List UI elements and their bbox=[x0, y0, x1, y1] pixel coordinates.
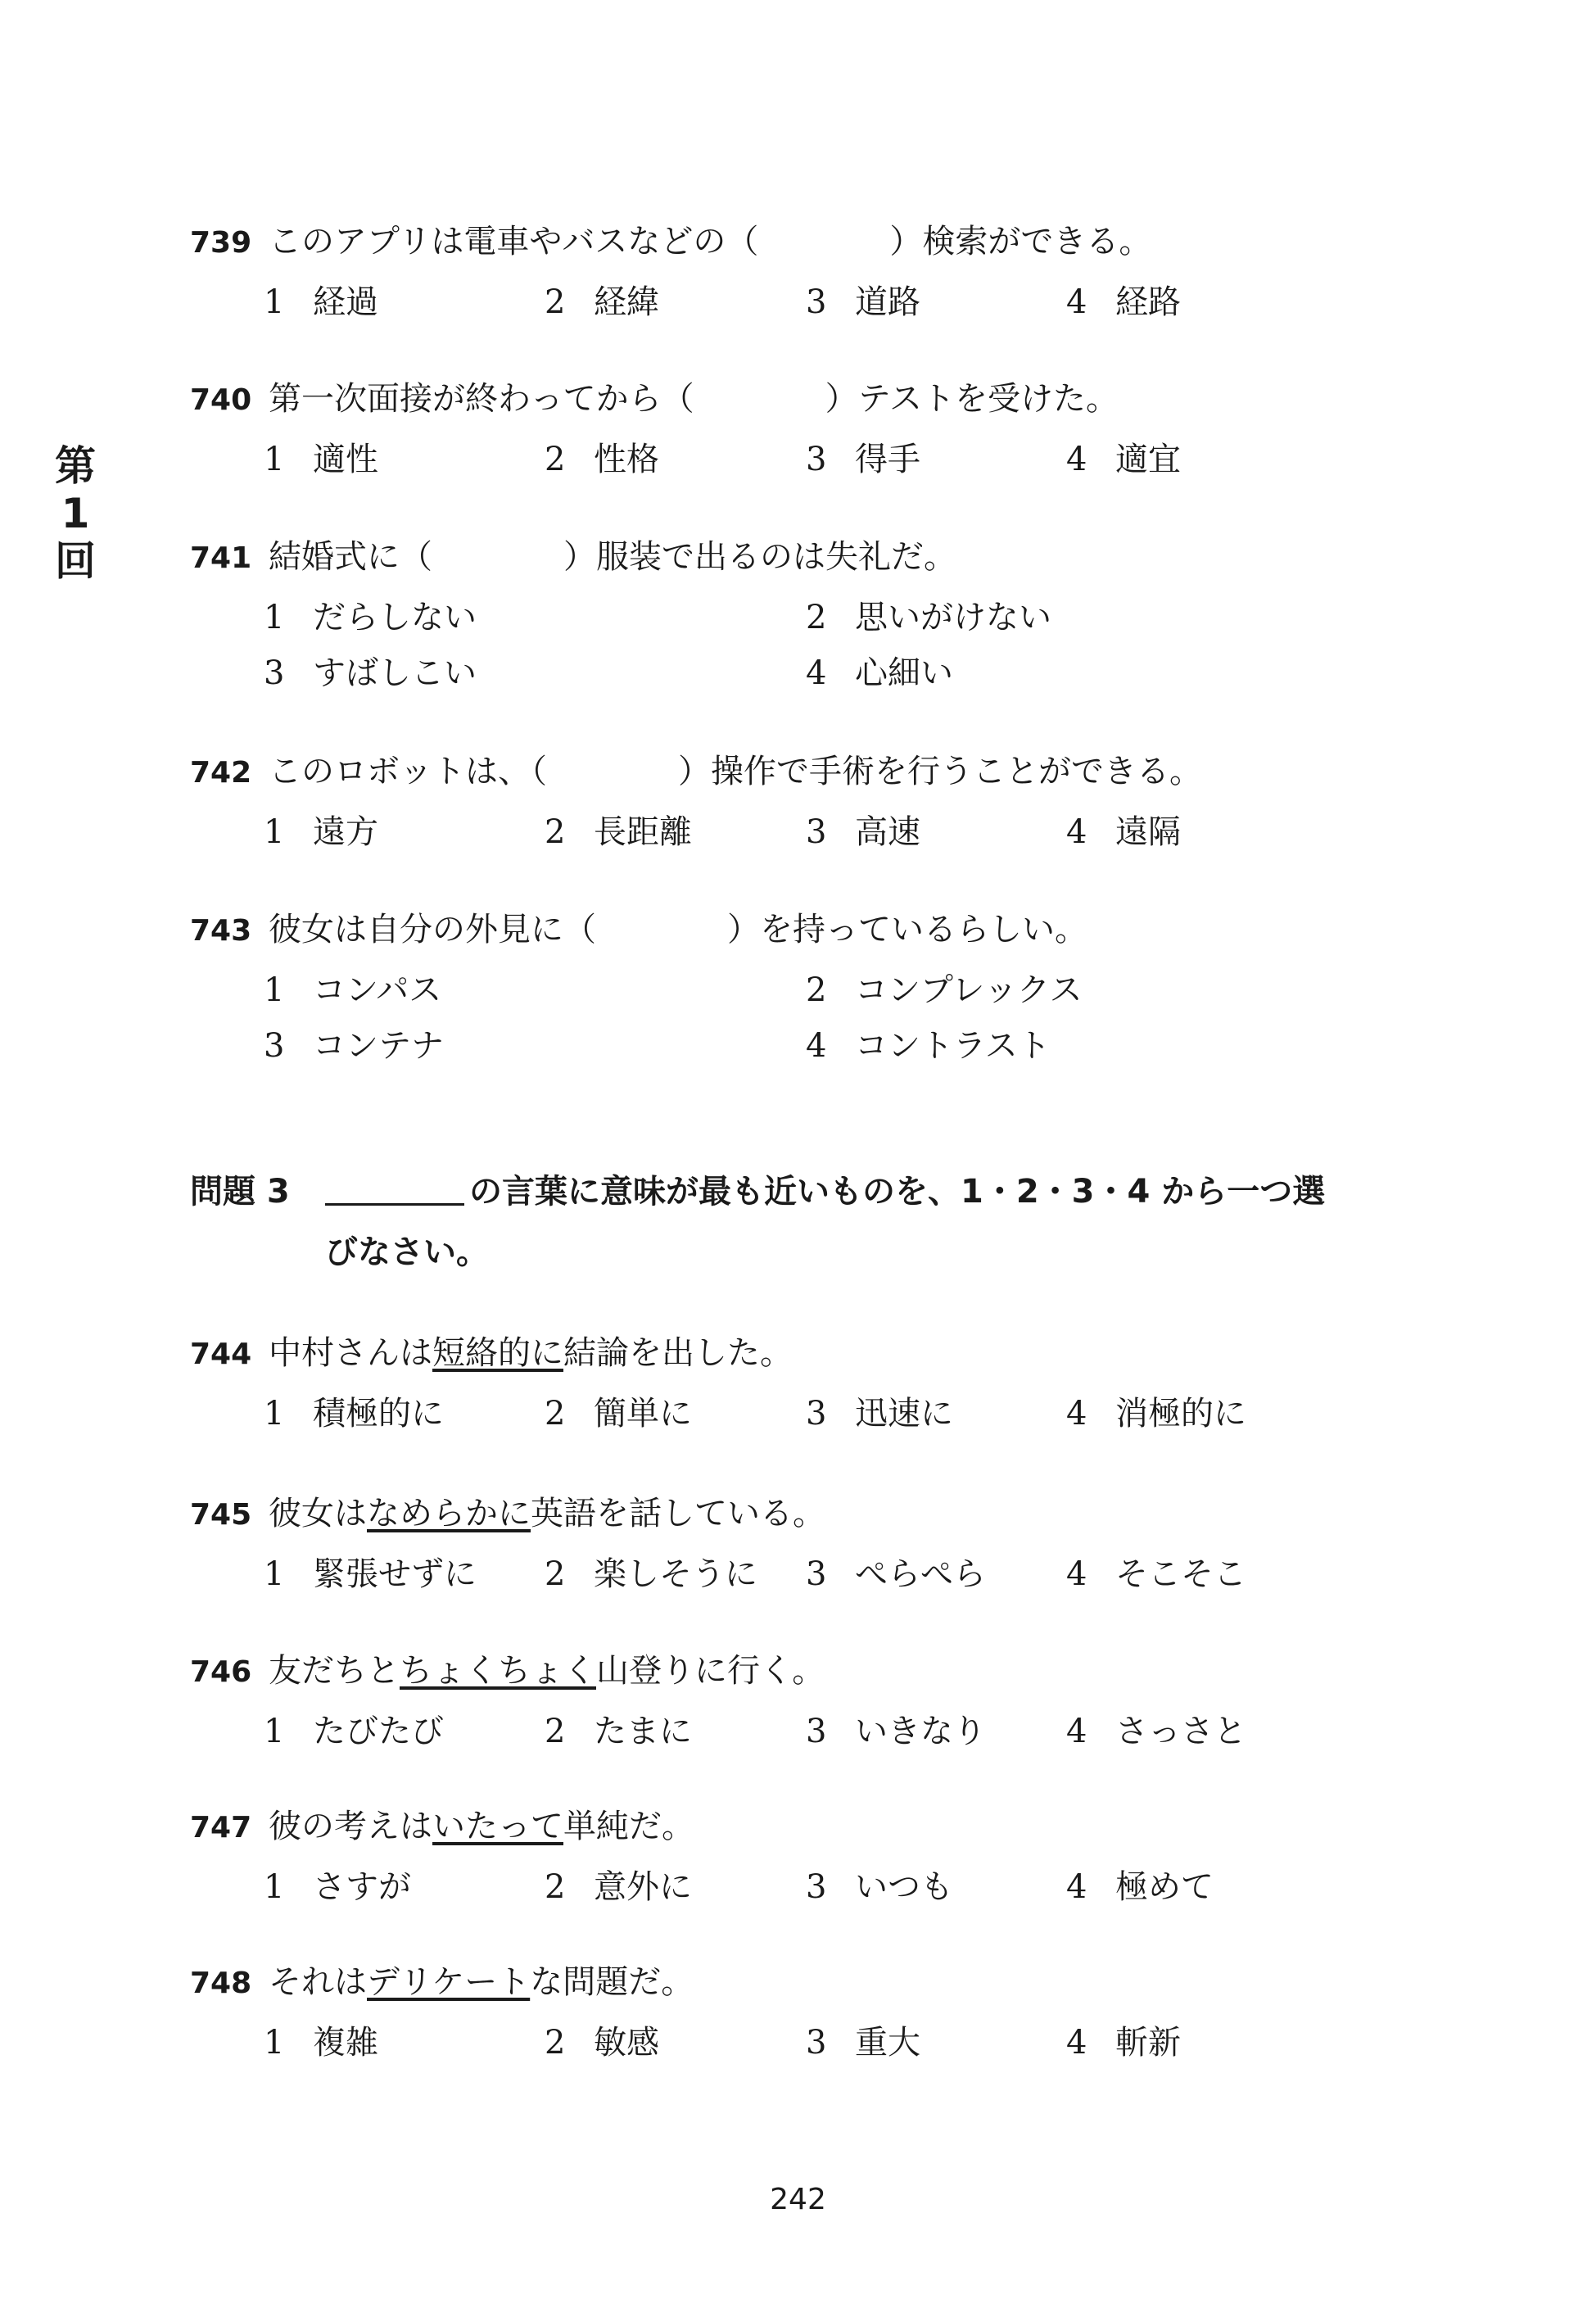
question-742 bbox=[190, 739, 1202, 860]
underlined-word: デリケート bbox=[367, 1963, 531, 2001]
option-text: 積極的に bbox=[313, 1395, 444, 1433]
question-number: 741 bbox=[190, 541, 252, 575]
question-741 bbox=[190, 524, 1051, 701]
option-text: コンパス bbox=[313, 971, 442, 1009]
option-number: 1 bbox=[264, 971, 285, 1009]
option-row bbox=[190, 2015, 1181, 2071]
option bbox=[264, 1704, 444, 1759]
option-text: 敏感 bbox=[594, 2024, 659, 2062]
question-stem bbox=[190, 739, 1202, 804]
option-text: 遠方 bbox=[313, 813, 378, 851]
option bbox=[806, 2015, 920, 2071]
option-number: 4 bbox=[1066, 441, 1087, 478]
option-text: 長距離 bbox=[594, 813, 692, 851]
option-text: 消極的に bbox=[1115, 1395, 1246, 1433]
option bbox=[1066, 274, 1181, 330]
stem-text: ）を持っているらしい。 bbox=[727, 911, 1087, 948]
stem-text: それは bbox=[269, 1963, 367, 2001]
page-number: 242 bbox=[770, 2183, 826, 2216]
option-text: 心細い bbox=[855, 654, 953, 692]
question-744 bbox=[190, 1320, 1246, 1442]
option-row bbox=[190, 1546, 1246, 1602]
option-number: 1 bbox=[264, 813, 285, 851]
option-number: 1 bbox=[264, 1868, 285, 1906]
option-number: 3 bbox=[264, 1027, 285, 1065]
option-text: 重大 bbox=[855, 2024, 920, 2062]
question-stem bbox=[190, 1320, 793, 1386]
option bbox=[545, 274, 659, 330]
option-text: いつも bbox=[855, 1868, 953, 1906]
option-number: 2 bbox=[545, 283, 566, 321]
option bbox=[1066, 1859, 1214, 1915]
stem-text: ）操作で手術を行うことができる。 bbox=[678, 753, 1202, 790]
option-text: 極めて bbox=[1115, 1868, 1214, 1906]
option-number: 4 bbox=[1066, 1555, 1087, 1593]
option-number: 3 bbox=[806, 813, 827, 851]
option bbox=[1066, 804, 1181, 860]
option bbox=[806, 645, 953, 701]
question-stem bbox=[190, 1794, 694, 1859]
option-row bbox=[190, 1386, 1246, 1442]
option-number: 2 bbox=[545, 1868, 566, 1906]
option-text: 楽しそうに bbox=[594, 1555, 757, 1593]
stem-text: ）検索ができる。 bbox=[889, 223, 1152, 260]
option bbox=[1066, 2015, 1181, 2071]
option bbox=[806, 962, 1083, 1018]
stem-text: 彼女は自分の外見に（ bbox=[269, 911, 596, 948]
underlined-word: ちょくちょく bbox=[400, 1652, 596, 1690]
option bbox=[806, 804, 920, 860]
option-number: 3 bbox=[264, 654, 285, 692]
question-number: 739 bbox=[190, 226, 252, 260]
stem-text: 英語を話している。 bbox=[531, 1495, 825, 1532]
round-label-char: 1 bbox=[61, 490, 90, 537]
stem-text: 中村さんは bbox=[269, 1334, 432, 1372]
option-row bbox=[190, 804, 1202, 860]
option bbox=[545, 1386, 692, 1442]
option-number: 4 bbox=[1066, 1713, 1087, 1750]
option-text: 緊張せずに bbox=[313, 1555, 477, 1593]
option-text: 適宜 bbox=[1115, 441, 1181, 478]
option bbox=[264, 432, 378, 487]
option bbox=[264, 1546, 477, 1602]
option-number: 4 bbox=[806, 1027, 827, 1065]
question-stem bbox=[190, 1638, 825, 1704]
option-text: たびたび bbox=[313, 1713, 444, 1750]
round-label-char: 回 bbox=[55, 537, 96, 585]
stem-text: 結論を出した。 bbox=[563, 1334, 793, 1372]
option-number: 3 bbox=[806, 2024, 827, 2062]
option-number: 4 bbox=[1066, 1395, 1087, 1433]
option bbox=[264, 1859, 411, 1915]
question-stem bbox=[190, 524, 956, 590]
section-instruction-cont: びなさい。 bbox=[325, 1233, 489, 1271]
option bbox=[264, 274, 378, 330]
option bbox=[264, 2015, 378, 2071]
option bbox=[545, 2015, 659, 2071]
question-number: 744 bbox=[190, 1338, 252, 1371]
option-number: 2 bbox=[545, 1395, 566, 1433]
question-stem bbox=[190, 1949, 694, 2015]
stem-text: このロボットは、（ bbox=[269, 753, 547, 790]
option-number: 1 bbox=[264, 1395, 285, 1433]
option-text: 迅速に bbox=[855, 1395, 953, 1433]
option-number: 3 bbox=[806, 1395, 827, 1433]
option bbox=[806, 274, 920, 330]
underlined-word: なめらかに bbox=[367, 1495, 531, 1532]
option-row bbox=[190, 1018, 1087, 1074]
option-number: 3 bbox=[806, 1713, 827, 1750]
option bbox=[806, 1859, 953, 1915]
question-number: 746 bbox=[190, 1655, 252, 1689]
question-number: 743 bbox=[190, 914, 252, 948]
option bbox=[264, 1386, 444, 1442]
option-number: 1 bbox=[264, 441, 285, 478]
option-number: 2 bbox=[545, 813, 566, 851]
option-number: 1 bbox=[264, 1713, 285, 1750]
option-row bbox=[190, 274, 1181, 330]
question-stem bbox=[190, 366, 1119, 432]
option-text: 簡単に bbox=[594, 1395, 692, 1433]
option-number: 3 bbox=[806, 1868, 827, 1906]
question-stem bbox=[190, 897, 1087, 962]
option-text: たまに bbox=[594, 1713, 692, 1750]
question-stem bbox=[190, 209, 1151, 274]
option-text: 経過 bbox=[313, 283, 378, 321]
option-text: だらしない bbox=[313, 599, 477, 636]
option-number: 3 bbox=[806, 1555, 827, 1593]
option bbox=[545, 804, 692, 860]
question-745 bbox=[190, 1481, 1246, 1602]
option-row bbox=[190, 1704, 1246, 1759]
option-text: さすが bbox=[313, 1868, 411, 1906]
option-text: 経緯 bbox=[594, 283, 659, 321]
option-text: 高速 bbox=[855, 813, 920, 851]
option-text: 得手 bbox=[855, 441, 920, 478]
option-number: 4 bbox=[806, 654, 827, 692]
section-label: 問題 3 bbox=[190, 1173, 290, 1211]
option bbox=[1066, 432, 1181, 487]
stem-text: な問題だ。 bbox=[530, 1963, 694, 2001]
option-text: 斬新 bbox=[1115, 2024, 1181, 2062]
underlined-word: 短絡的に bbox=[432, 1334, 563, 1372]
stem-text: 彼の考えは bbox=[269, 1808, 432, 1845]
question-stem bbox=[190, 1481, 825, 1546]
question-739 bbox=[190, 209, 1181, 330]
option-row bbox=[190, 1859, 1214, 1915]
option-number: 3 bbox=[806, 283, 827, 321]
stem-text: ）服装で出るのは失礼だ。 bbox=[563, 538, 956, 576]
option bbox=[264, 645, 477, 701]
question-748 bbox=[190, 1949, 1181, 2071]
option-number: 2 bbox=[545, 1555, 566, 1593]
option-number: 2 bbox=[545, 1713, 566, 1750]
question-743 bbox=[190, 897, 1087, 1074]
option-row bbox=[190, 432, 1181, 487]
option bbox=[264, 804, 378, 860]
option bbox=[545, 1859, 692, 1915]
section-instruction: の言葉に意味が最も近いものを、1・2・3・4 から一つ選 bbox=[469, 1173, 1326, 1211]
option bbox=[1066, 1704, 1246, 1759]
question-number: 745 bbox=[190, 1498, 252, 1532]
question-747 bbox=[190, 1794, 1214, 1915]
question-number: 748 bbox=[190, 1967, 252, 2000]
option bbox=[545, 1546, 757, 1602]
option-row bbox=[190, 590, 1051, 645]
option-text: 適性 bbox=[313, 441, 378, 478]
option-text: そこそこ bbox=[1115, 1555, 1246, 1593]
question-number: 740 bbox=[190, 383, 252, 417]
option-number: 4 bbox=[1066, 283, 1087, 321]
option bbox=[806, 1704, 986, 1759]
stem-text: 第一次面接が終わってから（ bbox=[269, 380, 694, 418]
option-text: 遠隔 bbox=[1115, 813, 1181, 851]
stem-text: このアプリは電車やバスなどの（ bbox=[269, 223, 759, 260]
round-label bbox=[51, 442, 100, 585]
option-text: いきなり bbox=[855, 1713, 986, 1750]
option-text: コンプレックス bbox=[855, 971, 1083, 1009]
option bbox=[545, 1704, 692, 1759]
section-heading bbox=[190, 1161, 1325, 1283]
option-number: 2 bbox=[545, 2024, 566, 2062]
stem-text: 山登りに行く。 bbox=[596, 1652, 825, 1690]
option-number: 2 bbox=[806, 971, 827, 1009]
option bbox=[264, 1018, 444, 1074]
option-number: 1 bbox=[264, 1555, 285, 1593]
question-746 bbox=[190, 1638, 1246, 1759]
question-number: 747 bbox=[190, 1811, 252, 1844]
option-row bbox=[190, 962, 1087, 1018]
option-text: 経路 bbox=[1115, 283, 1181, 321]
option-number: 2 bbox=[806, 599, 827, 636]
option-number: 4 bbox=[1066, 813, 1087, 851]
stem-text: 単純だ。 bbox=[563, 1808, 694, 1845]
option-text: すばしこい bbox=[313, 654, 477, 692]
option bbox=[806, 432, 920, 487]
option bbox=[1066, 1546, 1246, 1602]
round-label-char: 第 bbox=[55, 442, 96, 490]
stem-text: 友だちと bbox=[269, 1652, 400, 1690]
option-number: 2 bbox=[545, 441, 566, 478]
stem-text: ）テストを受けた。 bbox=[825, 380, 1119, 418]
option-row bbox=[190, 645, 956, 701]
option bbox=[806, 1386, 953, 1442]
option-text: ぺらぺら bbox=[855, 1555, 986, 1593]
stem-text: 彼女は bbox=[269, 1495, 367, 1532]
option-text: 思いがけない bbox=[855, 599, 1051, 636]
option-text: さっさと bbox=[1115, 1713, 1246, 1750]
option bbox=[806, 1546, 986, 1602]
underlined-word: いたって bbox=[432, 1808, 563, 1845]
stem-text: 結婚式に（ bbox=[269, 538, 432, 576]
option bbox=[1066, 1386, 1246, 1442]
option bbox=[545, 432, 659, 487]
option-text: 性格 bbox=[594, 441, 659, 478]
option-number: 3 bbox=[806, 441, 827, 478]
option bbox=[806, 590, 1051, 645]
underline-blank bbox=[325, 1203, 464, 1206]
option-number: 4 bbox=[1066, 2024, 1087, 2062]
option-text: コンテナ bbox=[313, 1027, 444, 1065]
option-number: 4 bbox=[1066, 1868, 1087, 1906]
option-number: 1 bbox=[264, 599, 285, 636]
question-740 bbox=[190, 366, 1181, 487]
option bbox=[806, 1018, 1051, 1074]
option-text: コントラスト bbox=[855, 1027, 1051, 1065]
option-text: 道路 bbox=[855, 283, 920, 321]
option bbox=[264, 962, 441, 1018]
option bbox=[264, 590, 477, 645]
option-text: 意外に bbox=[594, 1868, 692, 1906]
option-number: 1 bbox=[264, 2024, 285, 2062]
option-text: 複雑 bbox=[313, 2024, 378, 2062]
question-number: 742 bbox=[190, 756, 252, 790]
option-number: 1 bbox=[264, 283, 285, 321]
